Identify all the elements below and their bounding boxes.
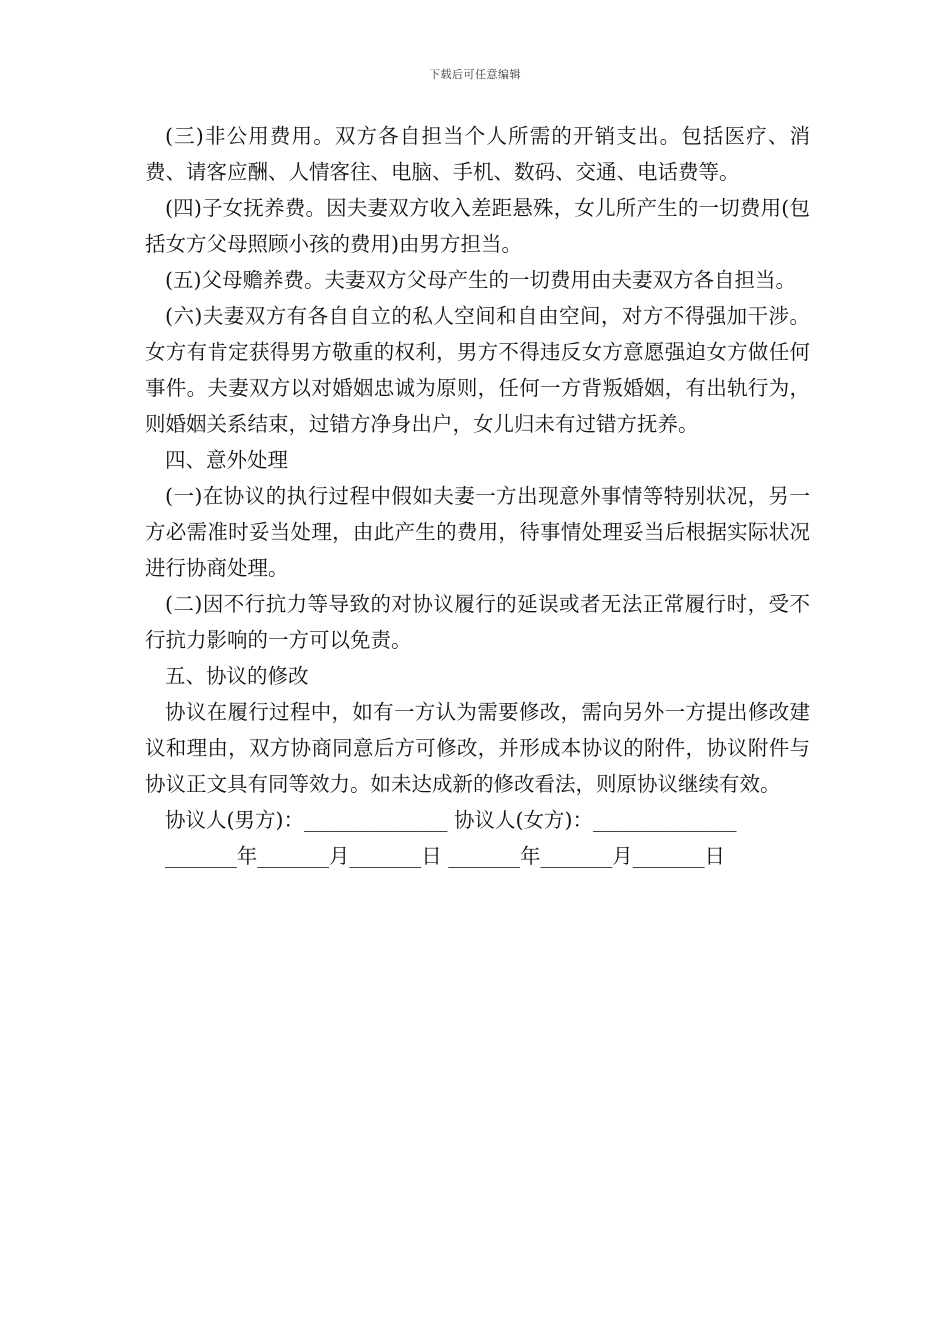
- signature-date-line: _______年_______月_______日 _______年_______月_______日: [165, 844, 726, 868]
- page-header: 下载后可任意编辑: [429, 68, 521, 81]
- paragraph-modification: 协议在履行过程中，如有一方认为需要修改，需向另外一方提出修改建议和理由，双方协商同意后方可修改，并形成本协议的附件，协议附件与协议正文具有同等效力。如未达成新的修改看法，则原协议继续有效。: [145, 700, 810, 796]
- document-body: [145, 118, 810, 874]
- paragraph-accident-handling: (一)在协议的执行过程中假如夫妻一方出现意外事情等特别状况，另一方必需准时妥当处理，由此产生的费用，待事情处理妥当后根据实际状况进行协商处理。: [145, 484, 810, 580]
- section-heading-accident: 四、意外处理: [165, 448, 288, 472]
- section-heading-modification: 五、协议的修改: [165, 664, 309, 688]
- signature-parties-line: 协议人(男方)：______________ 协议人(女方)：______________: [165, 808, 737, 832]
- paragraph-non-shared-expenses: (三)非公用费用。双方各自担当个人所需的开销支出。包括医疗、消费、请客应酬、人情客往、电脑、手机、数码、交通、电话费等。: [145, 124, 810, 184]
- paragraph-force-majeure: (二)因不行抗力等导致的对协议履行的延误或者无法正常履行时，受不行抗力影响的一方可以免责。: [145, 592, 810, 652]
- paragraph-personal-space: (六)夫妻双方有各自自立的私人空间和自由空间，对方不得强加干涉。女方有肯定获得男方敬重的权利，男方不得违反女方意愿强迫女方做任何事件。夫妻双方以对婚姻忠诚为原则，任何一方背叛婚姻，有出轨行为，则婚姻关系结束，过错方净身出户，女儿归未有过错方抚养。: [145, 304, 810, 436]
- paragraph-parent-support: (五)父母赡养费。夫妻双方父母产生的一切费用由夫妻双方各自担当。: [165, 268, 796, 292]
- paragraph-child-support: (四)子女抚养费。因夫妻双方收入差距悬殊，女儿所产生的一切费用(包括女方父母照顾小孩的费用)由男方担当。: [145, 196, 810, 256]
